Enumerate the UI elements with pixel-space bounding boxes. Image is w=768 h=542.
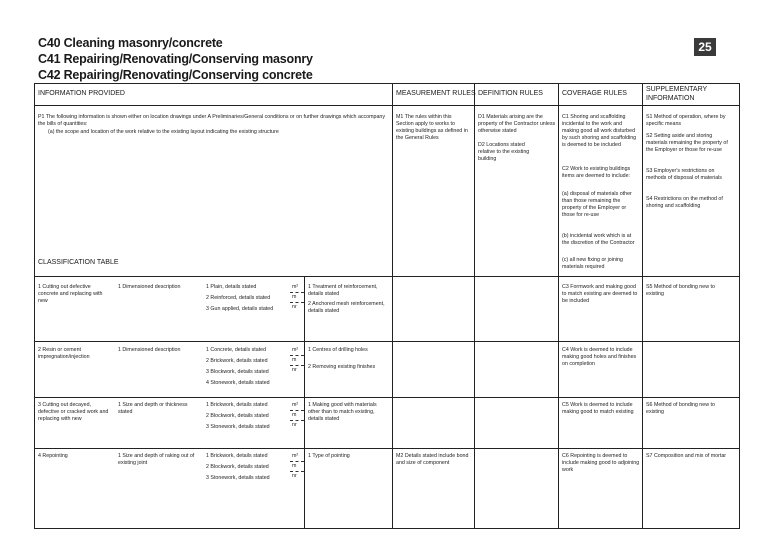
- row-divider: [34, 341, 740, 342]
- row-3-unit: nr: [292, 422, 297, 428]
- rule-c1: C1 Shoring and scaffolding incidental to the work and making good all work disturbed by such shoring and scaffolding is deemed to be included: [562, 114, 637, 148]
- header-supplementary-information: SUPPLEMENTARY INFORMATION: [646, 86, 708, 102]
- rule-s2: S2 Setting aside and storing materials remaining the property of the Employer or those for re-use: [646, 133, 728, 153]
- row-1-detail: 3 Gun applied, details stated: [206, 306, 274, 312]
- row-2-unit: nr: [292, 367, 297, 373]
- unit-separator: [290, 365, 304, 366]
- rule-c6: C6 Repointing is deemed to include making good to adjoining work: [562, 453, 640, 473]
- rule-c2: C2 Work to existing buildings items are deemed to include:: [562, 166, 631, 179]
- unit-separator: [290, 461, 304, 462]
- unit-separator: [290, 471, 304, 472]
- column-divider: [474, 83, 475, 529]
- header-measurement-rules: MEASUREMENT RULES: [396, 90, 476, 97]
- row-2-unit: m: [292, 357, 297, 363]
- row-1-work-type: 1 Cutting out defective concrete and replacing with new: [38, 284, 103, 304]
- row-2-detail: 1 Concrete, details stated: [206, 347, 267, 353]
- row-3-detail: 1 Brickwork, details stated: [206, 402, 268, 408]
- rule-m2: M2 Details stated include bond and size of component: [396, 453, 469, 466]
- classification-table-label: CLASSIFICATION TABLE: [38, 259, 119, 266]
- info-p1: P1 The following information is shown either on location drawings under A Preliminaries/General conditions or on further drawings which accompany the bills of quantities:: [38, 114, 386, 127]
- row-2-unit: m²: [292, 347, 299, 353]
- row-4-description: 1 Size and depth of raking out of existing joint: [118, 453, 195, 466]
- header-coverage-rules: COVERAGE RULES: [562, 90, 627, 97]
- rule-s7: S7 Composition and mix of mortar: [646, 453, 727, 459]
- unit-separator: [290, 302, 304, 303]
- row-4-detail: 2 Blockwork, details stated: [206, 464, 269, 470]
- row-1-unit: m: [292, 294, 297, 300]
- rule-s6: S6 Method of bonding new to existing: [646, 402, 715, 415]
- column-divider: [304, 276, 305, 529]
- column-divider: [642, 83, 643, 529]
- row-2-work-type: 2 Resin or cement impregnation/injection: [38, 347, 90, 360]
- info-p1a: (a) the scope and location of the work relative to the existing layout indicating the existing structure: [48, 129, 279, 135]
- row-3-unit: m²: [292, 402, 299, 408]
- rule-c4: C4 Work is deemed to include making good holes and finishes on completion: [562, 347, 637, 367]
- row-3-description: 1 Size and depth or thickness stated: [118, 402, 188, 415]
- rule-c3: C3 Formwork and making good to match existing are deemed to be included: [562, 284, 638, 304]
- row-4-detail: 1 Brickwork, details stated: [206, 453, 268, 459]
- section-heading-c40: C40 Cleaning masonry/concrete: [38, 36, 223, 50]
- row-4-unit: nr: [292, 473, 297, 479]
- header-definition-rules: DEFINITION RULES: [478, 90, 543, 97]
- row-divider: [34, 448, 740, 449]
- row-4-supplementary: 1 Type of pointing: [308, 453, 350, 459]
- column-divider: [392, 83, 393, 529]
- row-2-description: 1 Dimensioned description: [118, 347, 181, 353]
- classification-divider: [34, 276, 740, 277]
- rule-c5: C5 Work is deemed to include making good to match existing: [562, 402, 634, 415]
- rule-c2a: (a) disposal of materials other than those remaining the property of the Employer or those for re-use: [562, 191, 632, 218]
- section-heading-c41: C41 Repairing/Renovating/Conserving masonry: [38, 52, 313, 66]
- row-2-supplementary: 2 Removing existing finishes: [308, 364, 376, 370]
- rule-d1: D1 Materials arising are the property of the Contractor unless otherwise stated: [478, 114, 556, 134]
- row-divider: [34, 397, 740, 398]
- row-2-supplementary: 1 Centres of drilling holes: [308, 347, 368, 353]
- unit-separator: [290, 355, 304, 356]
- rule-s4: S4 Restrictions on the method of shoring and scaffolding: [646, 196, 723, 209]
- row-3-work-type: 3 Cutting out decayed, defective or cracked work and replacing with new: [38, 402, 109, 422]
- row-3-detail: 3 Stonework, details stated: [206, 424, 270, 430]
- unit-separator: [290, 292, 304, 293]
- row-4-work-type: 4 Repointing: [38, 453, 68, 459]
- column-divider: [558, 83, 559, 529]
- page-number: 25: [694, 38, 716, 56]
- row-4-unit: m: [292, 463, 297, 469]
- row-3-supplementary: 1 Making good with materials other than to match existing, details stated: [308, 402, 377, 422]
- row-1-description: 1 Dimensioned description: [118, 284, 181, 290]
- row-1-unit: nr: [292, 304, 297, 310]
- rule-c2b: (b) incidental work which is at the discretion of the Contractor: [562, 233, 635, 246]
- header-information-provided: INFORMATION PROVIDED: [38, 90, 125, 97]
- unit-separator: [290, 410, 304, 411]
- header-divider: [34, 105, 740, 106]
- row-4-detail: 3 Stonework, details stated: [206, 475, 270, 481]
- rule-s1: S1 Method of operation, where by specific means: [646, 114, 726, 127]
- row-1-supplementary: 1 Treatment of reinforcement, details stated: [308, 284, 378, 297]
- rule-m1: M1 The rules within this Section apply to works to existing buildings as defined in the General Rules: [396, 114, 468, 141]
- row-1-supplementary: 2 Anchored mesh reinforcement, details stated: [308, 301, 385, 314]
- row-4-unit: m²: [292, 453, 299, 459]
- row-2-detail: 3 Blockwork, details stated: [206, 369, 269, 375]
- rule-s3: S3 Employer's restrictions on methods of disposal of materials: [646, 168, 722, 181]
- rule-c2c: (c) all new fixing or joining materials required: [562, 257, 623, 270]
- rule-d2: D2 Locations stated relative to the existing building: [478, 142, 530, 162]
- row-2-detail: 4 Stonework, details stated: [206, 380, 270, 386]
- row-1-unit: m²: [292, 284, 299, 290]
- row-1-detail: 1 Plain, details stated: [206, 284, 257, 290]
- row-3-unit: m: [292, 412, 297, 418]
- unit-separator: [290, 420, 304, 421]
- row-2-detail: 2 Brickwork, details stated: [206, 358, 268, 364]
- row-1-detail: 2 Reinforced, details stated: [206, 295, 271, 301]
- section-heading-c42: C42 Repairing/Renovating/Conserving concrete: [38, 68, 313, 82]
- rule-s5: S5 Method of bonding new to existing: [646, 284, 715, 297]
- row-3-detail: 2 Blockwork, details stated: [206, 413, 269, 419]
